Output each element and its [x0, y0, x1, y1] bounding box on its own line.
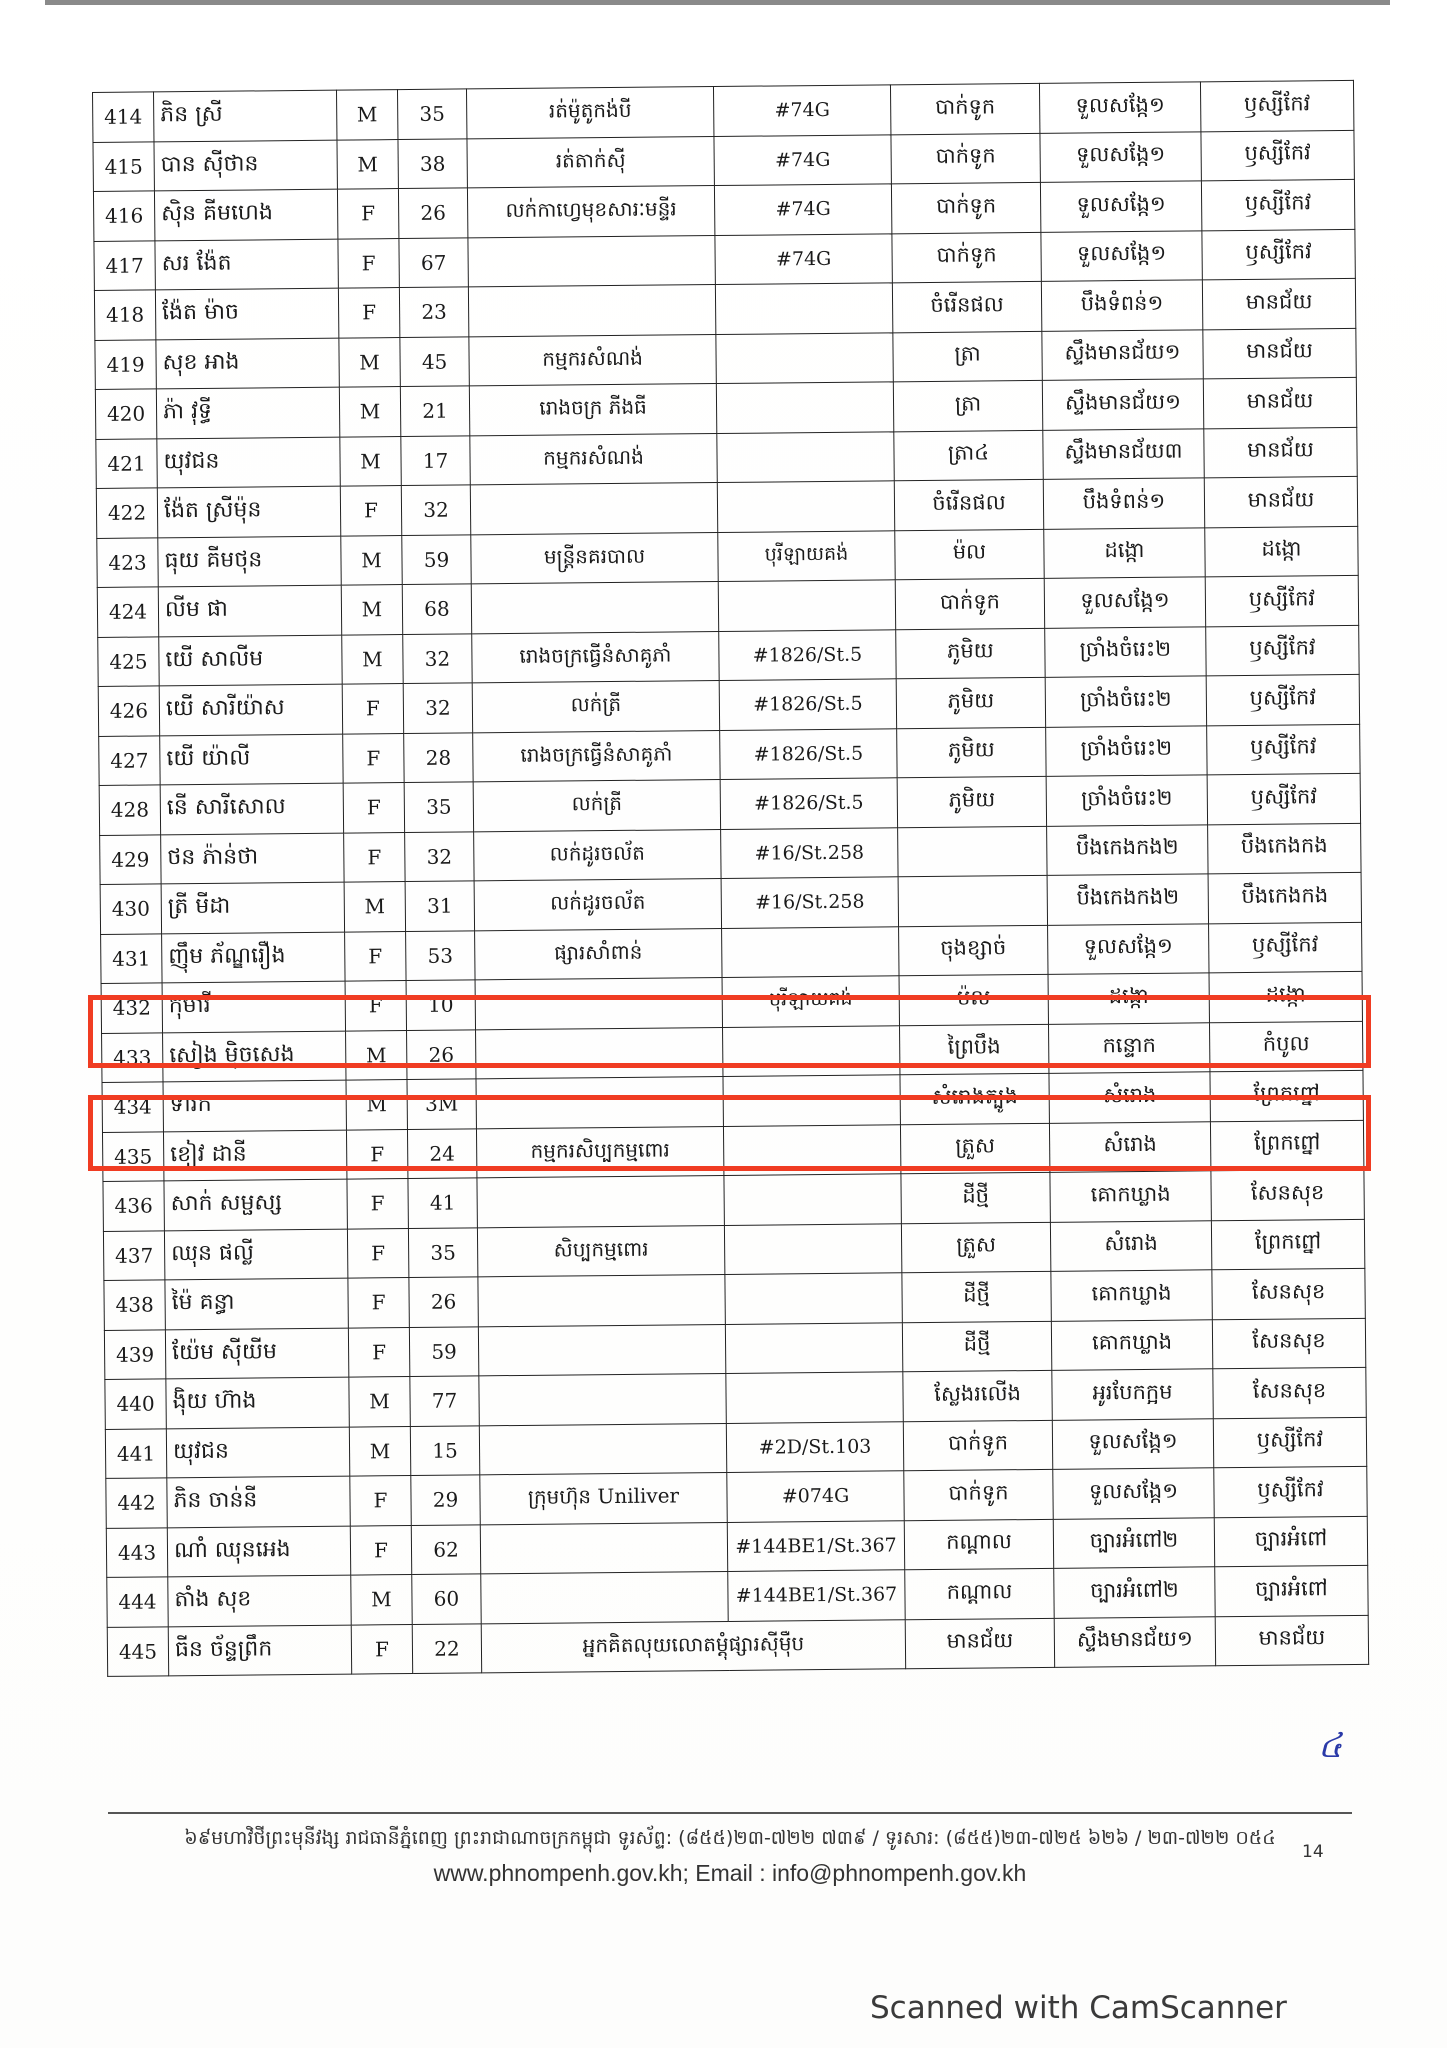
cell-occupation: លក់ដូរចល័ត — [474, 878, 721, 930]
cell-district: សែនសុខ — [1212, 1268, 1365, 1319]
highlight-box-row-434 — [88, 1095, 1371, 1171]
cell-district: ឫស្សីកែវ — [1213, 1417, 1366, 1468]
cell-house-address — [717, 481, 894, 532]
cell-sex: F — [340, 486, 401, 536]
cell-number: 445 — [107, 1626, 168, 1676]
cell-commune: បឹងកេងកង២ — [1047, 874, 1208, 925]
cell-village — [898, 826, 1047, 877]
cell-occupation: លក់កាហ្វេមុខសារៈមន្ទីរ — [467, 186, 714, 238]
cell-age: 23 — [399, 287, 468, 337]
cell-name: យើ យ៉ាលី — [160, 734, 343, 785]
cell-sex: F — [347, 1179, 408, 1229]
cell-commune: គោកឃ្លាង — [1051, 1270, 1212, 1321]
cell-house-address: #74G — [714, 134, 891, 185]
cell-village: ត្រួស — [900, 1123, 1049, 1174]
cell-commune: ស្ទឹងមានជ័យ១ — [1042, 379, 1203, 430]
cell-village: បាក់ទូក — [904, 1469, 1053, 1520]
cell-name: ង៉ែត ម៉ាច — [155, 288, 338, 339]
cell-number: 420 — [95, 389, 156, 439]
cell-village: ត្រា — [893, 331, 1042, 382]
cell-commune: ដង្កោ — [1044, 527, 1205, 578]
cell-name: ង៉ែត ស្រីម៉ុន — [157, 486, 340, 537]
cell-district: មានជ័យ — [1215, 1615, 1368, 1666]
cell-commune: ទួលសង្កែ១ — [1052, 1418, 1213, 1469]
cell-occupation: ក្រុមហ៊ុន Uniliver — [480, 1472, 727, 1524]
cell-district: មានជ័យ — [1203, 328, 1356, 379]
cell-occupation — [480, 1522, 727, 1574]
cell-house-address — [724, 1174, 901, 1225]
cell-commune: ទួលសង្កែ១ — [1053, 1468, 1214, 1519]
cell-name: យុវជន — [157, 437, 340, 488]
cell-number: 434 — [102, 1082, 163, 1132]
cell-name: ភ៉ា វុទ្ធី — [156, 387, 339, 438]
cell-name: យើ សាលីម — [159, 635, 342, 686]
camscanner-watermark: Scanned with CamScanner — [870, 1990, 1287, 2026]
cell-occupation — [478, 1274, 725, 1326]
roster-body — [93, 80, 1369, 1676]
cell-sex: M — [340, 436, 401, 486]
cell-age: 32 — [403, 683, 472, 733]
cell-house-address: បុរីឡាយគង់ — [722, 976, 899, 1027]
cell-name: ស៊ិន គីមហេង — [154, 189, 337, 240]
cell-sex: F — [347, 1228, 408, 1278]
cell-age: 60 — [412, 1574, 481, 1624]
cell-house-address: #144BE1/St.367 — [728, 1570, 905, 1621]
cell-commune: សំរោង — [1049, 1072, 1210, 1123]
cell-occupation: រោងចក្រធ្វើនំសាគូភាំ — [472, 631, 719, 683]
cell-number: 417 — [94, 240, 155, 290]
cell-age: 26 — [398, 188, 467, 238]
cell-commune: ស្ទឹងមានជ័យ១ — [1054, 1616, 1215, 1667]
cell-name: សៀង ម៉ិចសេង — [163, 1031, 346, 1082]
cell-commune: ច្រាំងចំរេះ២ — [1046, 725, 1207, 776]
cell-village: ម៉ល — [895, 529, 1044, 580]
cell-occupation: សិប្បកម្មពោរ — [477, 1225, 724, 1277]
cell-village: ភូមិយ — [897, 727, 1046, 778]
cell-number: 427 — [99, 735, 160, 785]
cell-occupation — [468, 235, 715, 287]
cell-age: 26 — [409, 1277, 478, 1327]
cell-district: ឫស្សីកែវ — [1214, 1466, 1367, 1517]
cell-name: តាំង សុខ — [168, 1575, 351, 1626]
cell-house-address — [716, 332, 893, 383]
cell-sex: M — [339, 387, 400, 437]
cell-occupation: មន្ត្រីនគរបាល — [471, 532, 718, 584]
cell-sex: F — [348, 1278, 409, 1328]
footer-contact: www.phnompenh.gov.kh; Email : info@phnompenh.gov.kh — [433, 1860, 1027, 1886]
cell-age: 59 — [409, 1326, 478, 1376]
cell-house-address: #1826/St.5 — [719, 629, 896, 680]
cell-village: ម៉ល — [899, 974, 1048, 1025]
cell-occupation: រត់ម៉ូតូកង់បី — [466, 87, 713, 139]
cell-village: ដីថ្មី — [902, 1271, 1051, 1322]
cell-number: 432 — [101, 983, 162, 1033]
cell-sex: F — [350, 1525, 411, 1575]
cell-district: សែនសុខ — [1212, 1318, 1365, 1369]
cell-occupation: រោងចក្រ ភីងធី — [469, 384, 716, 436]
cell-age: 21 — [400, 386, 469, 436]
cell-age: 53 — [406, 930, 475, 980]
cell-district: ព្រែកព្នៅ — [1211, 1219, 1364, 1270]
cell-house-address: #2D/St.103 — [726, 1421, 903, 1472]
cell-village: ចំរើនផល — [894, 479, 1043, 530]
cell-number: 433 — [102, 1032, 163, 1082]
cell-number: 435 — [102, 1131, 163, 1181]
cell-district: ឫស្សីកែវ — [1202, 229, 1355, 280]
cell-name: ភិន ស្រី — [154, 90, 337, 141]
cell-sex: F — [338, 288, 399, 338]
cell-district: មានជ័យ — [1204, 476, 1357, 527]
cell-district: មានជ័យ — [1203, 377, 1356, 428]
cell-name: ម៉ៃ គន្ធា — [165, 1278, 348, 1329]
cell-name: ញ៉ឹម ភ័ណ្ឌរឿង — [162, 932, 345, 983]
cell-name: កុមារី — [162, 981, 345, 1032]
cell-commune: គោកឃ្លាង — [1051, 1319, 1212, 1370]
cell-village — [898, 875, 1047, 926]
cell-village: បាក់ទូក — [903, 1420, 1052, 1471]
cell-sex: M — [346, 1030, 407, 1080]
cell-commune: អូរបែកក្អម — [1052, 1369, 1213, 1420]
cell-sex: F — [342, 684, 403, 734]
cell-occupation — [477, 1175, 724, 1227]
cell-occupation: លក់ត្រី — [472, 681, 719, 733]
cell-name: ទារក — [163, 1080, 346, 1131]
cell-sex: F — [338, 238, 399, 288]
cell-age: 17 — [401, 435, 470, 485]
cell-commune: ទួលសង្កែ១ — [1044, 577, 1205, 628]
cell-commune: ដង្កោ — [1048, 973, 1209, 1024]
cell-name: ខៀវ ដានី — [163, 1130, 346, 1181]
cell-house-address: #1826/St.5 — [720, 728, 897, 779]
cell-name: ភិន ចាន់នី — [167, 1476, 350, 1527]
cell-house-address: #16/St.258 — [721, 827, 898, 878]
cell-house-address — [725, 1273, 902, 1324]
cell-age: 15 — [410, 1425, 479, 1475]
cell-sex: F — [344, 832, 405, 882]
cell-village: កណ្ដាល — [904, 1519, 1053, 1570]
cell-sex: M — [339, 337, 400, 387]
cell-sex: M — [341, 585, 402, 635]
cell-district: សែនសុខ — [1213, 1367, 1366, 1418]
cell-number: 442 — [106, 1478, 167, 1528]
cell-commune: ស្ទឹងមានជ័យ១ — [1042, 329, 1203, 380]
cell-name: សរ ង៉ែត — [155, 239, 338, 290]
cell-sex: F — [351, 1624, 412, 1674]
cell-occupation-address: អ្នកគិតលុយលោតម្ដុំផ្សារស៊ីម៉ឺប — [481, 1619, 905, 1673]
cell-commune: បឹងកេងកង២ — [1047, 824, 1208, 875]
cell-number: 439 — [104, 1329, 165, 1379]
highlight-box-row-432 — [88, 995, 1371, 1068]
cell-district: ច្បារអំពៅ — [1214, 1516, 1367, 1567]
cell-occupation — [468, 285, 715, 337]
cell-district: ឫស្សីកែវ — [1209, 922, 1362, 973]
cell-sex: F — [350, 1476, 411, 1526]
cell-house-address — [718, 580, 895, 631]
cell-house-address: #74G — [714, 184, 891, 235]
cell-number: 430 — [100, 884, 161, 934]
cell-commune: បឹងទំពន់១ — [1041, 280, 1202, 331]
cell-number: 416 — [93, 191, 154, 241]
cell-district: ឫស្សីកែវ — [1200, 80, 1353, 131]
cell-house-address — [722, 926, 899, 977]
cell-commune: ទួលសង្កែ១ — [1048, 923, 1209, 974]
cell-number: 418 — [94, 290, 155, 340]
footer-divider — [108, 1812, 1352, 1814]
cell-commune: ស្ទឹងមានជ័យ៣ — [1043, 428, 1204, 479]
cell-district: ដង្កោ — [1209, 971, 1362, 1022]
cell-district: ព្រែកព្នៅ — [1210, 1120, 1363, 1171]
cell-house-address: #074G — [727, 1471, 904, 1522]
cell-commune: ទួលសង្កែ១ — [1041, 230, 1202, 281]
cell-house-address — [724, 1223, 901, 1274]
cell-commune: ច្រាំងចំរេះ២ — [1045, 676, 1206, 727]
cell-village: បាក់ទូក — [891, 182, 1040, 233]
cell-number: 429 — [100, 834, 161, 884]
cell-village: កណ្ដាល — [905, 1568, 1054, 1619]
cell-commune: គោកឃ្លាង — [1050, 1171, 1211, 1222]
cell-occupation: រោងចក្រធ្វើនំសាគូភាំ — [473, 730, 720, 782]
cell-number: 437 — [103, 1230, 164, 1280]
cell-sex: M — [337, 139, 398, 189]
cell-age: 32 — [405, 831, 474, 881]
cell-occupation: ផ្សារសាំពាន់ — [475, 928, 722, 980]
cell-house-address: បុរីឡាយគង់ — [718, 530, 895, 581]
cell-house-address — [725, 1322, 902, 1373]
cell-village: ភូមិយ — [896, 628, 1045, 679]
cell-district: បឹងកេងកង — [1208, 823, 1361, 874]
cell-house-address: #74G — [713, 85, 890, 136]
cell-number: 440 — [105, 1379, 166, 1429]
cell-village: ភូមិយ — [897, 776, 1046, 827]
cell-number: 414 — [93, 92, 154, 142]
cell-district: មានជ័យ — [1202, 278, 1355, 329]
cell-occupation — [478, 1324, 725, 1376]
cell-commune: ច្បារអំពៅ២ — [1053, 1517, 1214, 1568]
cell-age: 62 — [411, 1524, 480, 1574]
cell-number: 436 — [103, 1181, 164, 1231]
cell-sex: M — [349, 1426, 410, 1476]
cell-sex: F — [345, 931, 406, 981]
cell-name: ធុយ គីមថុន — [158, 536, 341, 587]
cell-name: ធីន ច័ន្ទព្រឹក — [168, 1625, 351, 1676]
cell-name: នើ សារីសោល — [160, 783, 343, 834]
cell-district: ឫស្សីកែវ — [1207, 724, 1360, 775]
cell-sex: F — [337, 189, 398, 239]
cell-age: 3M — [407, 1079, 476, 1129]
cell-village: បាក់ទូក — [890, 83, 1039, 134]
cell-commune: ច្រាំងចំរេះ២ — [1045, 626, 1206, 677]
cell-village: ត្រា — [893, 380, 1042, 431]
cell-age: 32 — [403, 633, 472, 683]
cell-district: ឫស្សីកែវ — [1201, 179, 1354, 230]
cell-occupation: កម្មករសំណង់ — [470, 433, 717, 485]
cell-house-address — [717, 431, 894, 482]
cell-number: 441 — [105, 1428, 166, 1478]
cell-commune: កន្ទោក — [1048, 1022, 1209, 1073]
cell-house-address — [716, 382, 893, 433]
cell-number: 421 — [96, 438, 157, 488]
cell-occupation: កម្មករសិប្បកម្មពោរ — [476, 1126, 723, 1178]
cell-age: 35 — [408, 1227, 477, 1277]
cell-number: 425 — [98, 636, 159, 686]
footer-page-number: 14 — [1302, 1842, 1324, 1862]
cell-district: សែនសុខ — [1211, 1169, 1364, 1220]
cell-name: យុវជន — [166, 1427, 349, 1478]
cell-village: ចុងខ្សាច់ — [899, 925, 1048, 976]
cell-occupation — [479, 1373, 726, 1425]
cell-sex: M — [351, 1574, 412, 1624]
cell-name: ណាំ ឈុនអេង — [167, 1526, 350, 1577]
cell-age: 10 — [406, 980, 475, 1030]
cell-sex: F — [343, 783, 404, 833]
cell-sex: M — [349, 1377, 410, 1427]
cell-occupation — [471, 582, 718, 634]
cell-occupation — [481, 1571, 728, 1623]
cell-age: 38 — [398, 138, 467, 188]
cell-occupation: កម្មករសំណង់ — [469, 334, 716, 386]
cell-commune: ច្បារអំពៅ២ — [1054, 1567, 1215, 1618]
cell-name: លីម ផា — [158, 585, 341, 636]
cell-village: ស្លែងរលើង — [903, 1370, 1052, 1421]
cell-sex: M — [341, 535, 402, 585]
cell-commune: ទួលសង្កែ១ — [1040, 181, 1201, 232]
cell-village: ត្រា៤ — [894, 430, 1043, 481]
cell-age: 26 — [407, 1029, 476, 1079]
cell-age: 45 — [400, 336, 469, 386]
cell-district: ឫស្សីកែវ — [1201, 130, 1354, 181]
cell-age: 24 — [407, 1128, 476, 1178]
cell-occupation — [479, 1423, 726, 1475]
cell-occupation: លក់ដូរចល័ត — [474, 829, 721, 881]
cell-commune: ច្រាំងចំរេះ២ — [1046, 775, 1207, 826]
cell-name: ត្រី មីដា — [161, 882, 344, 933]
cell-commune: សំរោង — [1050, 1220, 1211, 1271]
cell-village: ត្រួស — [901, 1222, 1050, 1273]
cell-village: បាក់ទូក — [895, 578, 1044, 629]
cell-age: 31 — [405, 881, 474, 931]
cell-district: កំបូល — [1209, 1021, 1362, 1072]
cell-name: យ៉ែម ស៊ីយីម — [165, 1328, 348, 1379]
cell-commune: បឹងទំពន់១ — [1043, 478, 1204, 529]
cell-village: ដីថ្មី — [902, 1321, 1051, 1372]
cell-house-address: #1826/St.5 — [719, 679, 896, 730]
cell-occupation — [470, 483, 717, 535]
cell-district: ឫស្សីកែវ — [1206, 674, 1359, 725]
cell-village: បាក់ទូក — [891, 133, 1040, 184]
cell-village: ដីថ្មី — [901, 1172, 1050, 1223]
cell-district: ព្រែកព្នៅ — [1210, 1070, 1363, 1121]
cell-age: 41 — [408, 1178, 477, 1228]
cell-name: យើ សារីយ៉ាស — [159, 684, 342, 735]
cell-house-address: #16/St.258 — [721, 877, 898, 928]
cell-age: 68 — [402, 584, 471, 634]
cell-sex: F — [343, 733, 404, 783]
cell-commune: ទួលសង្កែ១ — [1040, 131, 1201, 182]
cell-sex: F — [346, 1129, 407, 1179]
cell-number: 415 — [93, 141, 154, 191]
cell-district: ដង្កោ — [1205, 526, 1358, 577]
cell-sex: M — [346, 1080, 407, 1130]
cell-number: 438 — [104, 1280, 165, 1330]
cell-district: ច្បារអំពៅ — [1215, 1565, 1368, 1616]
cell-house-address — [715, 283, 892, 334]
cell-district: បឹងកេងកង — [1208, 872, 1361, 923]
cell-age: 29 — [411, 1475, 480, 1525]
cell-sex: F — [348, 1327, 409, 1377]
cell-village: ព្រៃបឹង — [899, 1024, 1048, 1075]
cell-name: ថន ភ៉ាន់ថា — [161, 833, 344, 884]
cell-sex: M — [344, 882, 405, 932]
footer-address: ៦៩មហាវិថីព្រះមុនីវង្ស រាជធានីភ្នំពេញ ព្រះរាជាណាចក្រកម្ពុជា ទូរស័ព្ទ: (៨៥៥)២៣-៧២២ ៧៣៩ / ទូរសារ: (៨៥៥)២៣-៧២៥ ៦២៦ / ២៣-៧២២ ០៥៤ — [184, 1827, 1276, 1849]
cell-age: 35 — [397, 89, 466, 139]
cell-name: ឈុន ផល្លី — [164, 1229, 347, 1280]
cell-age: 28 — [404, 732, 473, 782]
cell-name: សុខ អាង — [156, 338, 339, 389]
cell-age: 35 — [404, 782, 473, 832]
cell-district: ឫស្សីកែវ — [1207, 773, 1360, 824]
handwritten-page-mark: ៤ — [1318, 1726, 1343, 1766]
cell-sex: M — [342, 634, 403, 684]
cell-number: 424 — [97, 587, 158, 637]
cell-sex: M — [336, 90, 397, 140]
cell-age: 67 — [399, 237, 468, 287]
cell-name: សាក់ សម្ផស្ស — [164, 1179, 347, 1230]
cell-age: 22 — [412, 1623, 481, 1673]
cell-number: 423 — [97, 537, 158, 587]
cell-number: 428 — [99, 785, 160, 835]
cell-number: 426 — [98, 686, 159, 736]
cell-occupation: រត់តាក់ស៊ី — [467, 136, 714, 188]
cell-occupation: លក់ត្រី — [473, 780, 720, 832]
cell-house-address: #144BE1/St.367 — [727, 1520, 904, 1571]
cell-village: ចំរើនផល — [892, 281, 1041, 332]
cell-age: 77 — [410, 1376, 479, 1426]
cell-number: 431 — [101, 933, 162, 983]
cell-village: មានជ័យ — [905, 1618, 1054, 1669]
cell-number: 444 — [107, 1577, 168, 1627]
cell-name: បាន ស៊ីថាន — [154, 140, 337, 191]
cell-district: ឫស្សីកែវ — [1205, 575, 1358, 626]
cell-village: បាក់ទូក — [892, 232, 1041, 283]
cell-house-address — [726, 1372, 903, 1423]
cell-commune: ទួលសង្កែ១ — [1039, 82, 1200, 133]
cell-age: 59 — [402, 534, 471, 584]
cell-house-address: #74G — [715, 233, 892, 284]
victim-roster-table — [92, 80, 1369, 1677]
cell-commune: សំរោង — [1049, 1121, 1210, 1172]
cell-name: ង៉ិយ ហ៊ាង — [166, 1377, 349, 1428]
cell-house-address: #1826/St.5 — [720, 778, 897, 829]
cell-number: 419 — [95, 339, 156, 389]
cell-district: ឫស្សីកែវ — [1206, 625, 1359, 676]
top-border — [45, 0, 1390, 5]
cell-number: 443 — [106, 1527, 167, 1577]
cell-village: ភូមិយ — [896, 677, 1045, 728]
cell-district: មានជ័យ — [1204, 427, 1357, 478]
cell-age: 32 — [401, 485, 470, 535]
cell-village: សំរោងត្បូង — [900, 1073, 1049, 1124]
cell-number: 422 — [96, 488, 157, 538]
cell-sex: F — [345, 981, 406, 1031]
